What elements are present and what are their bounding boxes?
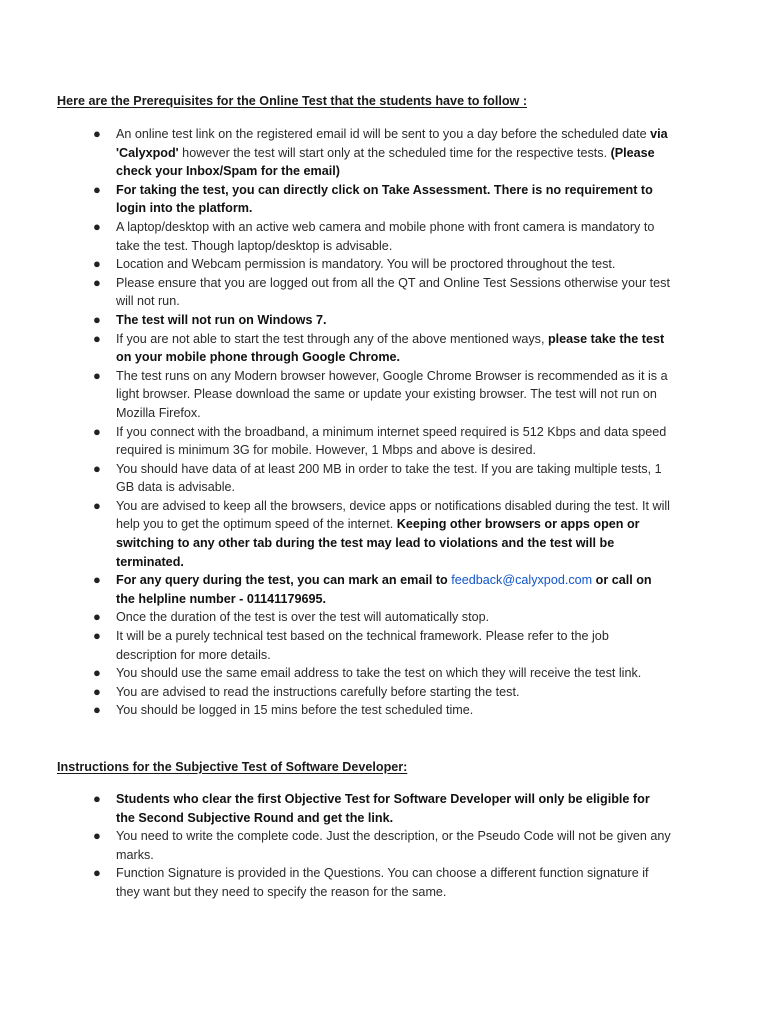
emphasized-text: (Please check your Inbox/Spam for the email)	[116, 145, 655, 179]
bullet-icon: ●	[93, 256, 101, 272]
item-text: If you are not able to start the test through any of the above mentioned ways,	[116, 331, 548, 346]
bullet-icon: ●	[93, 423, 101, 439]
item-text: If you connect with the broadband, a minimum internet speed required is 512 Kbps and data speed required is minimum 3G for mobile. However, 1 Mbps and above is desired.	[116, 424, 667, 458]
list-item	[0, 827, 672, 864]
list-item	[0, 274, 672, 311]
bullet-icon: ●	[93, 218, 101, 234]
bullet-icon: ●	[93, 181, 101, 197]
item-text: Please ensure that you are logged out from all the QT and Online Test Sessions otherwise your test will not run.	[116, 275, 670, 309]
list-item	[0, 864, 672, 901]
bullet-icon: ●	[93, 702, 101, 718]
bullet-icon: ●	[93, 791, 101, 806]
emphasized-text: Students who clear the first Objective Test for Software Developer will only be eligible for the Second Subjective Round and get the link.	[116, 792, 650, 825]
emphasized-text: For any query during the test, you can mark an email to	[116, 573, 452, 588]
item-text: You should use the same email address to take the test on which they will receive the test link.	[116, 666, 642, 681]
emphasized-text: please take the test on your mobile phone through Google Chrome.	[116, 331, 665, 365]
bullet-icon: ●	[93, 628, 101, 644]
list-item	[0, 701, 672, 720]
item-text: An online test link on the registered email id will be sent to you a day before the scheduled date	[116, 127, 651, 141]
bullet-icon: ●	[93, 665, 101, 681]
emphasized-text: Keeping other browsers or apps open or switching to any other tab during the test may lead to violations and the test will be terminated.	[116, 517, 640, 569]
emphasized-text: or call on the helpline number - 01141179695.	[116, 573, 652, 606]
bullet-icon: ●	[93, 572, 101, 588]
list-item	[0, 330, 672, 367]
item-text: Once the duration of the test is over the test will automatically stop.	[116, 610, 490, 625]
list-item	[0, 181, 672, 218]
bullet-icon: ●	[93, 311, 101, 327]
list-item	[0, 608, 672, 627]
list-item	[0, 664, 672, 683]
bullet-icon: ●	[93, 330, 101, 346]
item-text: The test runs on any Modern browser however, Google Chrome Browser is recommended as it is a light browser. Please download the same or update your existing browser. The test will not run on Mozilla Firefox.	[116, 368, 668, 420]
emphasized-text: The test will not run on Windows 7.	[116, 312, 327, 327]
list-item	[0, 423, 672, 460]
bullet-icon: ●	[93, 274, 101, 290]
prerequisites-heading: Here are the Prerequisites for the Online Test that the students have to follow :	[57, 94, 528, 108]
bullet-icon: ●	[93, 367, 101, 383]
email-link[interactable]: feedback@calyxpod.com	[451, 573, 593, 588]
item-text: Location and Webcam permission is mandatory. You will be proctored throughout the test.	[116, 257, 616, 272]
bullet-icon: ●	[93, 126, 101, 141]
item-text: You are advised to keep all the browsers, device apps or notifications disabled during the test. It will help you to get the optimum speed of the internet.	[116, 498, 670, 532]
item-text: however the test will start only at the scheduled time for the respective tests.	[178, 145, 611, 160]
emphasized-text: For taking the test, you can directly click on Take Assessment. There is no requirement to login into the platform.	[116, 182, 653, 216]
bullet-icon: ●	[93, 460, 101, 476]
item-text: Function Signature is provided in the Questions. You can choose a different function signature if they want but they need to specify the reason for the same.	[116, 866, 649, 899]
item-text: You need to write the complete code. Just the description, or the Pseudo Code will not be given any marks.	[116, 829, 671, 862]
list-item	[0, 367, 672, 423]
bullet-icon: ●	[93, 497, 101, 513]
item-text: You should be logged in 15 mins before the test scheduled time.	[116, 703, 474, 718]
list-item	[0, 627, 672, 664]
list-item	[0, 125, 672, 181]
prerequisites-list	[0, 125, 672, 720]
item-text: It will be a purely technical test based on the technical framework. Please refer to the job description for more details.	[116, 629, 609, 662]
bullet-icon: ●	[93, 683, 101, 699]
list-item	[0, 571, 672, 608]
item-text: You are advised to read the instructions carefully before starting the test.	[116, 684, 520, 699]
item-text: A laptop/desktop with an active web camera and mobile phone with front camera is mandatory to take the test. Though laptop/desktop is advisable.	[116, 219, 655, 253]
list-item	[0, 497, 672, 571]
list-item	[0, 255, 672, 274]
list-item	[0, 790, 672, 827]
emphasized-text: via 'Calyxpod'	[116, 127, 668, 160]
list-item	[0, 683, 672, 702]
subjective-test-heading: Instructions for the Subjective Test of Software Developer:	[57, 760, 408, 774]
list-item	[0, 460, 672, 497]
bullet-icon: ●	[93, 609, 101, 625]
bullet-icon: ●	[93, 865, 101, 881]
item-text: You should have data of at least 200 MB in order to take the test. If you are taking multiple tests, 1 GB data is advisable.	[116, 461, 662, 495]
bullet-icon: ●	[93, 828, 101, 844]
list-item	[0, 311, 672, 330]
list-item	[0, 218, 672, 255]
subjective-test-list	[0, 790, 672, 902]
